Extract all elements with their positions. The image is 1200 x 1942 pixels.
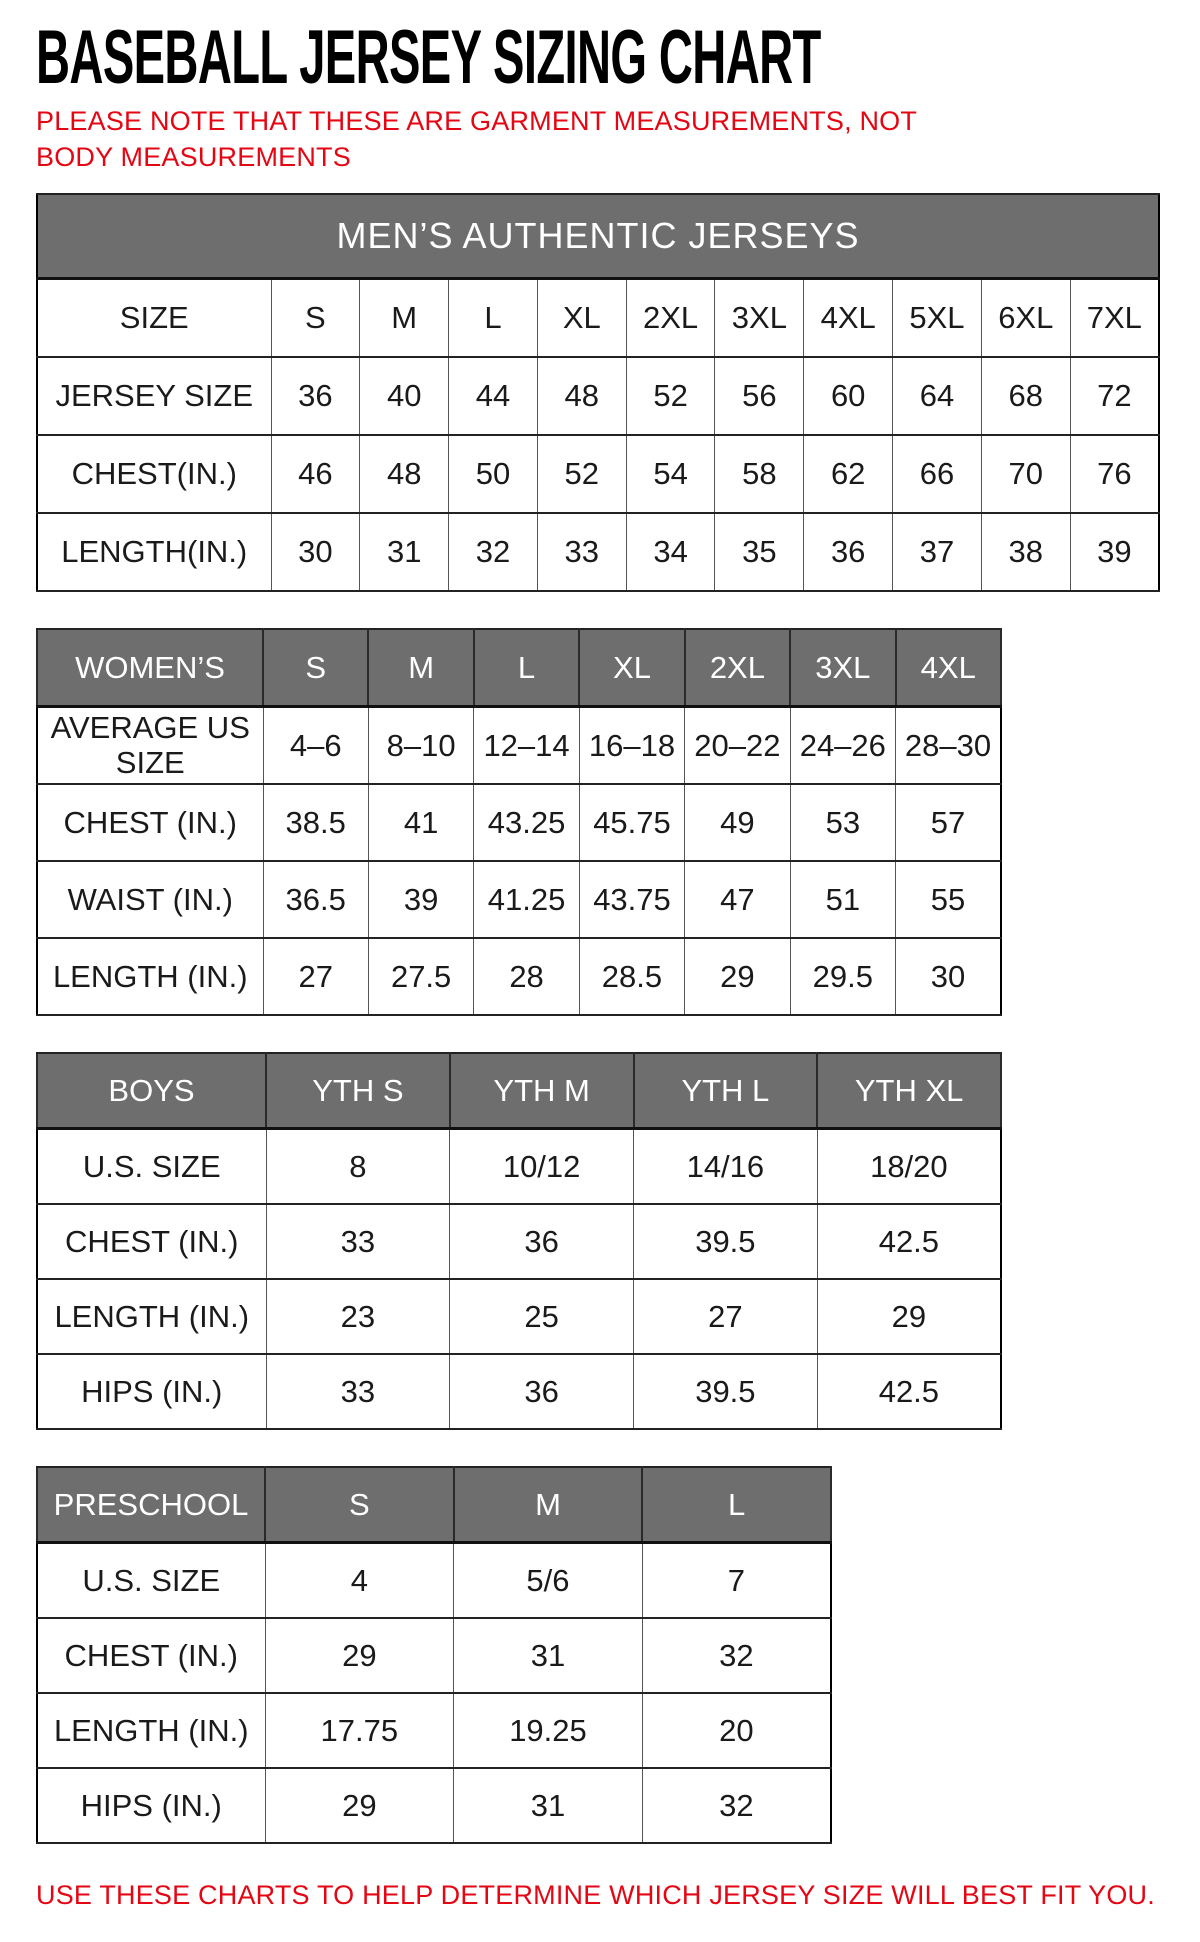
value-cell: 39.5 bbox=[634, 1204, 818, 1279]
table-row bbox=[37, 1768, 831, 1843]
boys-group-label: BOYS bbox=[37, 1053, 266, 1129]
row-label: CHEST (IN.) bbox=[37, 784, 263, 861]
value-cell: 54 bbox=[626, 435, 715, 513]
value-cell: 31 bbox=[454, 1618, 643, 1693]
value-cell: 4XL bbox=[804, 279, 893, 358]
value-cell: 39.5 bbox=[634, 1354, 818, 1429]
value-cell: 29 bbox=[265, 1768, 454, 1843]
size-table-preschool bbox=[36, 1466, 832, 1844]
value-cell: 36 bbox=[450, 1354, 634, 1429]
value-cell: 62 bbox=[804, 435, 893, 513]
mens-banner-row bbox=[37, 194, 1159, 279]
value-cell: 42.5 bbox=[817, 1354, 1001, 1429]
value-cell: 55 bbox=[896, 861, 1001, 938]
value-cell: 14/16 bbox=[634, 1129, 818, 1205]
value-cell: 51 bbox=[790, 861, 895, 938]
value-cell: S bbox=[271, 279, 360, 358]
row-label: LENGTH (IN.) bbox=[37, 938, 263, 1015]
row-label: U.S. SIZE bbox=[37, 1129, 266, 1205]
table-row bbox=[37, 1618, 831, 1693]
column-header-s: S bbox=[263, 629, 368, 707]
row-label: LENGTH(IN.) bbox=[37, 513, 271, 591]
value-cell: 23 bbox=[266, 1279, 450, 1354]
value-cell: 28.5 bbox=[579, 938, 684, 1015]
value-cell: 28–30 bbox=[896, 707, 1001, 785]
value-cell: 52 bbox=[537, 435, 626, 513]
column-header-xl: XL bbox=[579, 629, 684, 707]
value-cell: 17.75 bbox=[265, 1693, 454, 1768]
value-cell: 32 bbox=[642, 1618, 831, 1693]
value-cell: 64 bbox=[893, 357, 982, 435]
value-cell: 40 bbox=[360, 357, 449, 435]
table-row bbox=[37, 707, 1001, 785]
column-header-yth-m: YTH M bbox=[450, 1053, 634, 1129]
value-cell: 20 bbox=[642, 1693, 831, 1768]
value-cell: 45.75 bbox=[579, 784, 684, 861]
value-cell: 42.5 bbox=[817, 1204, 1001, 1279]
garment-measurement-note: PLEASE NOTE THAT THESE ARE GARMENT MEASUREMENTS, NOT BODY MEASUREMENTS bbox=[36, 106, 917, 172]
value-cell: 37 bbox=[893, 513, 982, 591]
value-cell: 41.25 bbox=[474, 861, 579, 938]
value-cell: 33 bbox=[266, 1204, 450, 1279]
womens-group-label: WOMEN’S bbox=[37, 629, 263, 707]
value-cell: M bbox=[360, 279, 449, 358]
value-cell: 36 bbox=[804, 513, 893, 591]
value-cell: 35 bbox=[715, 513, 804, 591]
value-cell: 5/6 bbox=[454, 1543, 643, 1619]
row-label: LENGTH (IN.) bbox=[37, 1693, 265, 1768]
value-cell: 7XL bbox=[1070, 279, 1159, 358]
value-cell: 30 bbox=[271, 513, 360, 591]
value-cell: 16–18 bbox=[579, 707, 684, 785]
value-cell: 31 bbox=[454, 1768, 643, 1843]
column-header-3xl: 3XL bbox=[790, 629, 895, 707]
value-cell: 52 bbox=[626, 357, 715, 435]
fit-advice-note: USE THESE CHARTS TO HELP DETERMINE WHICH JERSEY SIZE WILL BEST FIT YOU. bbox=[36, 1880, 1155, 1911]
table-row bbox=[37, 784, 1001, 861]
column-header-yth-l: YTH L bbox=[634, 1053, 818, 1129]
value-cell: 39 bbox=[368, 861, 473, 938]
value-cell: 30 bbox=[896, 938, 1001, 1015]
row-label: AVERAGE US SIZE bbox=[37, 707, 263, 785]
value-cell: 18/20 bbox=[817, 1129, 1001, 1205]
value-cell: 29 bbox=[817, 1279, 1001, 1354]
value-cell: 10/12 bbox=[450, 1129, 634, 1205]
column-header-yth-xl: YTH XL bbox=[817, 1053, 1001, 1129]
value-cell: 25 bbox=[450, 1279, 634, 1354]
value-cell: 29.5 bbox=[790, 938, 895, 1015]
column-header-m: M bbox=[454, 1467, 643, 1543]
value-cell: 12–14 bbox=[474, 707, 579, 785]
row-label: LENGTH (IN.) bbox=[37, 1279, 266, 1354]
table-row bbox=[37, 1279, 1001, 1354]
value-cell: 36.5 bbox=[263, 861, 368, 938]
value-cell: 7 bbox=[642, 1543, 831, 1619]
value-cell: 72 bbox=[1070, 357, 1159, 435]
column-header-l: L bbox=[474, 629, 579, 707]
value-cell: 38.5 bbox=[263, 784, 368, 861]
value-cell: 27.5 bbox=[368, 938, 473, 1015]
table-row bbox=[37, 279, 1159, 358]
value-cell: 57 bbox=[896, 784, 1001, 861]
womens-header-row bbox=[37, 629, 1001, 707]
column-header-4xl: 4XL bbox=[896, 629, 1001, 707]
table-row bbox=[37, 1354, 1001, 1429]
table-row bbox=[37, 861, 1001, 938]
value-cell: 60 bbox=[804, 357, 893, 435]
value-cell: 76 bbox=[1070, 435, 1159, 513]
value-cell: 38 bbox=[981, 513, 1070, 591]
value-cell: 31 bbox=[360, 513, 449, 591]
column-header-yth-s: YTH S bbox=[266, 1053, 450, 1129]
page-title: BASEBALL JERSEY SIZING CHART bbox=[36, 15, 821, 100]
value-cell: 33 bbox=[266, 1354, 450, 1429]
column-header-m: M bbox=[368, 629, 473, 707]
row-label: WAIST (IN.) bbox=[37, 861, 263, 938]
value-cell: 50 bbox=[449, 435, 538, 513]
row-label: HIPS (IN.) bbox=[37, 1768, 265, 1843]
value-cell: 48 bbox=[360, 435, 449, 513]
value-cell: 24–26 bbox=[790, 707, 895, 785]
column-header-l: L bbox=[642, 1467, 831, 1543]
value-cell: 48 bbox=[537, 357, 626, 435]
value-cell: 36 bbox=[450, 1204, 634, 1279]
value-cell: 3XL bbox=[715, 279, 804, 358]
value-cell: 58 bbox=[715, 435, 804, 513]
value-cell: 66 bbox=[893, 435, 982, 513]
size-table-mens bbox=[36, 193, 1160, 592]
value-cell: 49 bbox=[685, 784, 790, 861]
row-label: HIPS (IN.) bbox=[37, 1354, 266, 1429]
value-cell: 4 bbox=[265, 1543, 454, 1619]
value-cell: 32 bbox=[449, 513, 538, 591]
table-row bbox=[37, 1543, 831, 1619]
row-label: SIZE bbox=[37, 279, 271, 358]
value-cell: 20–22 bbox=[685, 707, 790, 785]
table-row bbox=[37, 1693, 831, 1768]
value-cell: 8 bbox=[266, 1129, 450, 1205]
size-table-womens bbox=[36, 628, 1002, 1016]
value-cell: 53 bbox=[790, 784, 895, 861]
value-cell: 5XL bbox=[893, 279, 982, 358]
value-cell: XL bbox=[537, 279, 626, 358]
mens-banner-title: MEN’S AUTHENTIC JERSEYS bbox=[37, 194, 1159, 279]
value-cell: 34 bbox=[626, 513, 715, 591]
column-header-2xl: 2XL bbox=[685, 629, 790, 707]
table-row bbox=[37, 513, 1159, 591]
size-table-boys bbox=[36, 1052, 1002, 1430]
column-header-s: S bbox=[265, 1467, 454, 1543]
value-cell: 36 bbox=[271, 357, 360, 435]
value-cell: 33 bbox=[537, 513, 626, 591]
row-label: JERSEY SIZE bbox=[37, 357, 271, 435]
preschool-group-label: PRESCHOOL bbox=[37, 1467, 265, 1543]
table-row bbox=[37, 1204, 1001, 1279]
value-cell: 41 bbox=[368, 784, 473, 861]
value-cell: 6XL bbox=[981, 279, 1070, 358]
value-cell: 46 bbox=[271, 435, 360, 513]
value-cell: 47 bbox=[685, 861, 790, 938]
value-cell: 70 bbox=[981, 435, 1070, 513]
value-cell: 29 bbox=[265, 1618, 454, 1693]
value-cell: 56 bbox=[715, 357, 804, 435]
value-cell: 4–6 bbox=[263, 707, 368, 785]
value-cell: 2XL bbox=[626, 279, 715, 358]
table-row bbox=[37, 357, 1159, 435]
value-cell: 28 bbox=[474, 938, 579, 1015]
value-cell: 44 bbox=[449, 357, 538, 435]
table-row bbox=[37, 1129, 1001, 1205]
value-cell: 19.25 bbox=[454, 1693, 643, 1768]
row-label: CHEST (IN.) bbox=[37, 1204, 266, 1279]
value-cell: 29 bbox=[685, 938, 790, 1015]
value-cell: 27 bbox=[634, 1279, 818, 1354]
value-cell: 43.75 bbox=[579, 861, 684, 938]
boys-header-row bbox=[37, 1053, 1001, 1129]
row-label: CHEST(IN.) bbox=[37, 435, 271, 513]
value-cell: 43.25 bbox=[474, 784, 579, 861]
value-cell: 8–10 bbox=[368, 707, 473, 785]
value-cell: 39 bbox=[1070, 513, 1159, 591]
table-row bbox=[37, 435, 1159, 513]
row-label: CHEST (IN.) bbox=[37, 1618, 265, 1693]
value-cell: 32 bbox=[642, 1768, 831, 1843]
value-cell: 27 bbox=[263, 938, 368, 1015]
value-cell: L bbox=[449, 279, 538, 358]
value-cell: 68 bbox=[981, 357, 1070, 435]
row-label: U.S. SIZE bbox=[37, 1543, 265, 1619]
preschool-header-row bbox=[37, 1467, 831, 1543]
table-row bbox=[37, 938, 1001, 1015]
